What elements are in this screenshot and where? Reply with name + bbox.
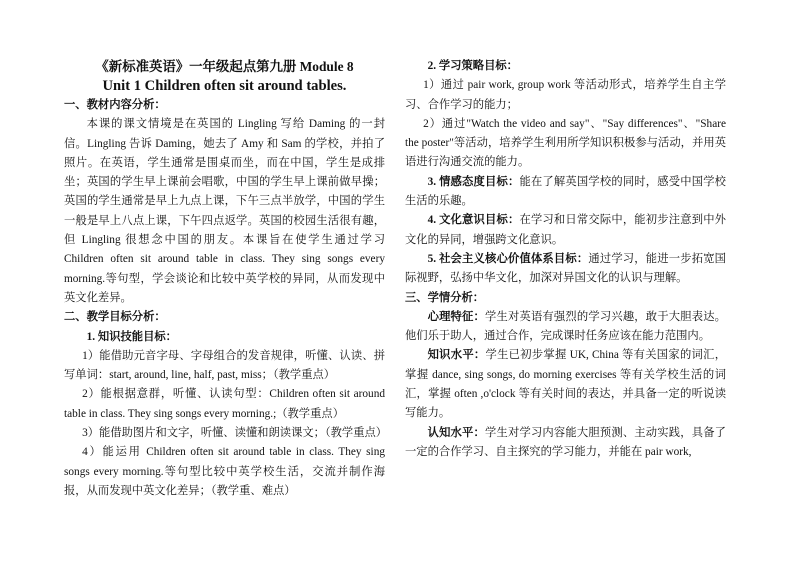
goal-item-1: 1）能借助元音字母、字母组合的发音规律，听懂、认读、拼写单词：start, around, line, half, past, miss；（教学重点） [64,349,385,382]
emotion-goal-label: 3. 情感态度目标： [427,175,520,188]
strategy-item-1: 1）通过 pair work, group work 等活动形式，培养学生自主学习、合作学习的能力； [405,79,726,111]
values-goal [405,250,726,289]
psychology-text: 学生对英语有强烈的学习兴趣，敢于大胆表达。他们乐于助人，通过合作，完成课时任务应该在能力范围内。 [405,310,726,343]
values-goal-label: 5. 社会主义核心价值体系目标： [427,252,589,265]
emotion-goal [405,173,726,212]
cognitive-level-paragraph [405,424,726,463]
right-column [405,57,726,462]
section2-heading: 二、教学目标分析： [64,311,166,324]
cognitive-level-label: 认知水平： [427,426,486,439]
emotion-goal-text: 能在了解英国学校的同时，感受中国学校生活的乐趣。 [405,175,726,208]
section3-heading: 三、学情分析： [405,291,485,304]
goal-item-3: 3）能借助图片和文字，听懂、读懂和朗读课文；（教学重点） [82,427,388,440]
knowledge-level-label: 知识水平： [427,349,486,362]
document-subtitle: Unit 1 Children often sit around tables. [102,78,347,94]
culture-goal [405,211,726,250]
cognitive-level-text: 学生对学习内容能大胆预测、主动实践，具备了一定的合作学习、自主探究的学习能力，并能在 pair work, [405,426,726,458]
knowledge-level-text: 学生已初步掌握 UK, China 等有关国家的词汇，掌握 dance, sing songs, do morning exercises 等有关学校生活的词汇，掌握 often ,o'clock 等有关时间的表达，并具备一定的听说读写能力。 [405,349,726,420]
strategy-item-2: 2）通过"Watch the video and say"、"Say differences"、"Share the poster"等活动，培养学生利用所学知识积极参与活动，并用英语进行沟通交流的能力。 [405,117,726,169]
section1-body: 本课的课文情境是在英国的 Lingling 写给 Daming 的一封信。Lingling 告诉 Daming，她去了 Amy 和 Sam 的学校，并拍了照片。在英语，学生通常是围桌而坐，而在中国，学生是成排坐；英国的学生早上课前会唱歌，中国的学生早上课前做早操；英国的学生通常是早上九点上课，下午三点半放学，中国的学生一般是早上八点上课，下午四点返学。英国的校园生活很有趣，但 Lingling 很想念中国的朋友。本课旨在使学生通过学习 Children often sit around table in class. They sing songs every morning.等句型，学会谈论和比较中英学校的异同，从而发现中英文化差异。 [64,118,385,304]
document-title: 《新标准英语》一年级起点第九册 Module 8 [95,59,354,74]
values-goal-text: 通过学习，能进一步拓宽国际视野，弘扬中华文化，加深对异国文化的认识与理解。 [405,252,726,285]
section1-heading: 一、教材内容分析： [64,99,166,111]
psychology-label: 心理特征： [427,310,486,323]
knowledge-level-paragraph [405,346,726,423]
goal-item-4: 4）能运用 Children often sit around table in class. They sing songs every morning.等句型比较中英学校生活，交流并制作海报，从而发现中英文化差异；（教学重、难点） [64,446,385,497]
knowledge-goal-heading: 1. 知识技能目标： [86,330,177,343]
left-column [64,58,388,501]
psychology-paragraph [405,308,726,347]
strategy-goal-heading: 2. 学习策略目标： [427,60,518,72]
goal-item-2: 2）能根据意群，听懂、认读句型：Children often sit around table in class. They sing songs every morning.;（教学重点） [64,388,385,420]
culture-goal-text: 在学习和日常交际中，能初步注意到中外文化的异同，增强跨文化意识。 [405,214,726,246]
culture-goal-label: 4. 文化意识目标： [427,214,520,227]
